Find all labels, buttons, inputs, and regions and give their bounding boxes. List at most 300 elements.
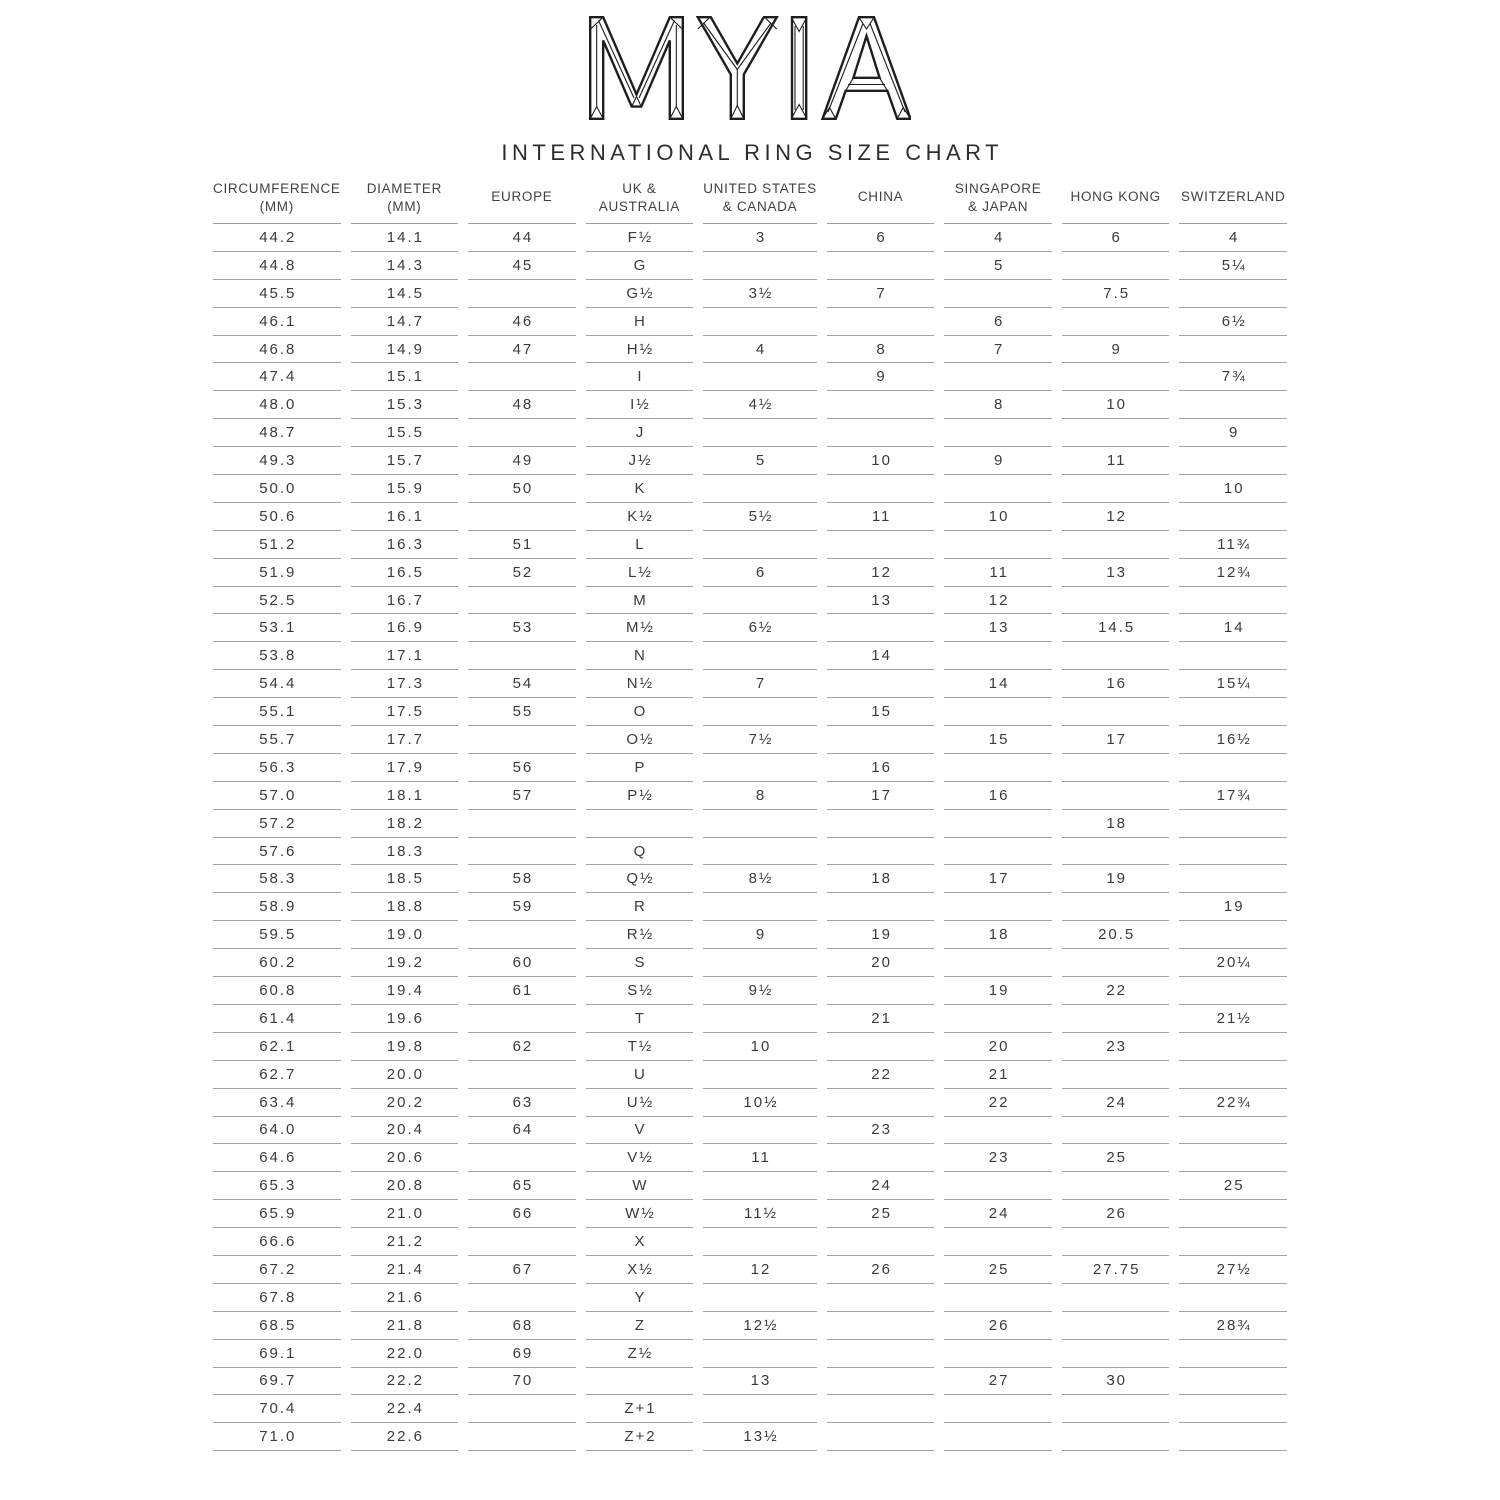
size-cell-diameter-mm: 14.3 bbox=[351, 252, 459, 280]
size-cell-europe bbox=[468, 363, 576, 391]
size-cell-switzerland bbox=[1179, 865, 1287, 893]
size-cell-hong-kong bbox=[1062, 1395, 1170, 1423]
size-cell-china: 17 bbox=[827, 782, 935, 810]
myia-logo bbox=[589, 16, 911, 120]
size-cell-uk-australia: V bbox=[586, 1117, 694, 1145]
size-cell-hong-kong bbox=[1062, 252, 1170, 280]
size-cell-switzerland bbox=[1179, 977, 1287, 1005]
size-cell-china bbox=[827, 1368, 935, 1396]
size-cell-singapore-japan bbox=[944, 698, 1052, 726]
size-cell-europe: 48 bbox=[468, 391, 576, 419]
size-cell-singapore-japan bbox=[944, 1117, 1052, 1145]
size-cell-europe: 60 bbox=[468, 949, 576, 977]
size-cell-circumference-mm: 51.2 bbox=[213, 531, 341, 559]
size-cell-diameter-mm: 18.1 bbox=[351, 782, 459, 810]
size-cell-hong-kong: 23 bbox=[1062, 1033, 1170, 1061]
size-cell-hong-kong bbox=[1062, 363, 1170, 391]
size-cell-switzerland: 22¾ bbox=[1179, 1089, 1287, 1117]
size-cell-uk-australia: L bbox=[586, 531, 694, 559]
size-cell-china: 26 bbox=[827, 1256, 935, 1284]
size-cell-europe bbox=[468, 921, 576, 949]
size-cell-us-canada bbox=[703, 1340, 817, 1368]
size-cell-us-canada: 13½ bbox=[703, 1423, 817, 1451]
size-cell-hong-kong: 20.5 bbox=[1062, 921, 1170, 949]
size-cell-circumference-mm: 50.6 bbox=[213, 503, 341, 531]
size-cell-us-canada bbox=[703, 1228, 817, 1256]
size-cell-uk-australia: X bbox=[586, 1228, 694, 1256]
size-cell-singapore-japan: 21 bbox=[944, 1061, 1052, 1089]
size-cell-uk-australia bbox=[586, 1368, 694, 1396]
size-cell-us-canada: 4½ bbox=[703, 391, 817, 419]
size-cell-china: 18 bbox=[827, 865, 935, 893]
size-cell-uk-australia: Q bbox=[586, 838, 694, 866]
size-cell-china bbox=[827, 1395, 935, 1423]
size-cell-uk-australia: Z+2 bbox=[586, 1423, 694, 1451]
size-cell-europe bbox=[468, 1228, 576, 1256]
size-cell-hong-kong bbox=[1062, 1284, 1170, 1312]
size-cell-circumference-mm: 58.9 bbox=[213, 893, 341, 921]
size-cell-circumference-mm: 64.6 bbox=[213, 1144, 341, 1172]
size-cell-europe bbox=[468, 1284, 576, 1312]
size-cell-switzerland bbox=[1179, 336, 1287, 364]
size-cell-switzerland: 27½ bbox=[1179, 1256, 1287, 1284]
size-cell-circumference-mm: 56.3 bbox=[213, 754, 341, 782]
size-cell-china bbox=[827, 419, 935, 447]
size-cell-singapore-japan: 20 bbox=[944, 1033, 1052, 1061]
size-cell-singapore-japan: 7 bbox=[944, 336, 1052, 364]
size-cell-uk-australia: Z½ bbox=[586, 1340, 694, 1368]
size-cell-singapore-japan bbox=[944, 1005, 1052, 1033]
size-cell-hong-kong bbox=[1062, 1172, 1170, 1200]
size-cell-diameter-mm: 20.2 bbox=[351, 1089, 459, 1117]
size-cell-diameter-mm: 15.5 bbox=[351, 419, 459, 447]
size-cell-china: 10 bbox=[827, 447, 935, 475]
size-cell-us-canada: 10 bbox=[703, 1033, 817, 1061]
size-cell-china bbox=[827, 1340, 935, 1368]
size-cell-uk-australia: U bbox=[586, 1061, 694, 1089]
size-cell-circumference-mm: 62.7 bbox=[213, 1061, 341, 1089]
size-cell-china bbox=[827, 726, 935, 754]
size-cell-diameter-mm: 16.3 bbox=[351, 531, 459, 559]
size-cell-hong-kong: 19 bbox=[1062, 865, 1170, 893]
size-cell-diameter-mm: 18.5 bbox=[351, 865, 459, 893]
size-cell-hong-kong: 11 bbox=[1062, 447, 1170, 475]
size-cell-europe: 61 bbox=[468, 977, 576, 1005]
size-cell-switzerland: 6½ bbox=[1179, 308, 1287, 336]
size-cell-hong-kong: 12 bbox=[1062, 503, 1170, 531]
size-cell-switzerland bbox=[1179, 1200, 1287, 1228]
size-cell-singapore-japan: 9 bbox=[944, 447, 1052, 475]
size-cell-uk-australia: N bbox=[586, 642, 694, 670]
size-cell-us-canada: 9 bbox=[703, 921, 817, 949]
size-cell-hong-kong bbox=[1062, 698, 1170, 726]
size-cell-us-canada: 3 bbox=[703, 224, 817, 252]
size-cell-hong-kong: 25 bbox=[1062, 1144, 1170, 1172]
column-header-hong-kong: HONG KONG bbox=[1062, 184, 1170, 224]
size-cell-circumference-mm: 55.1 bbox=[213, 698, 341, 726]
size-cell-us-canada bbox=[703, 419, 817, 447]
size-cell-europe: 46 bbox=[468, 308, 576, 336]
size-cell-china bbox=[827, 838, 935, 866]
size-cell-switzerland bbox=[1179, 447, 1287, 475]
size-cell-uk-australia: P bbox=[586, 754, 694, 782]
size-cell-diameter-mm: 22.6 bbox=[351, 1423, 459, 1451]
size-cell-us-canada: 5 bbox=[703, 447, 817, 475]
size-cell-europe bbox=[468, 1061, 576, 1089]
size-cell-china: 11 bbox=[827, 503, 935, 531]
size-cell-switzerland bbox=[1179, 1117, 1287, 1145]
size-cell-singapore-japan: 13 bbox=[944, 614, 1052, 642]
size-cell-switzerland bbox=[1179, 391, 1287, 419]
size-cell-uk-australia: O½ bbox=[586, 726, 694, 754]
size-cell-circumference-mm: 53.8 bbox=[213, 642, 341, 670]
size-cell-uk-australia: L½ bbox=[586, 559, 694, 587]
size-cell-europe: 64 bbox=[468, 1117, 576, 1145]
size-cell-singapore-japan: 18 bbox=[944, 921, 1052, 949]
size-cell-us-canada: 13 bbox=[703, 1368, 817, 1396]
size-cell-us-canada: 7½ bbox=[703, 726, 817, 754]
size-cell-europe bbox=[468, 419, 576, 447]
size-cell-uk-australia: G½ bbox=[586, 280, 694, 308]
size-cell-uk-australia: M bbox=[586, 587, 694, 615]
size-cell-switzerland bbox=[1179, 1144, 1287, 1172]
size-cell-uk-australia: Y bbox=[586, 1284, 694, 1312]
size-cell-circumference-mm: 63.4 bbox=[213, 1089, 341, 1117]
size-cell-hong-kong: 18 bbox=[1062, 810, 1170, 838]
size-cell-diameter-mm: 15.1 bbox=[351, 363, 459, 391]
size-cell-diameter-mm: 17.1 bbox=[351, 642, 459, 670]
size-cell-circumference-mm: 68.5 bbox=[213, 1312, 341, 1340]
size-cell-europe: 45 bbox=[468, 252, 576, 280]
size-cell-singapore-japan: 15 bbox=[944, 726, 1052, 754]
size-cell-singapore-japan: 22 bbox=[944, 1089, 1052, 1117]
size-cell-china bbox=[827, 1423, 935, 1451]
size-cell-uk-australia: J½ bbox=[586, 447, 694, 475]
size-cell-hong-kong bbox=[1062, 1340, 1170, 1368]
size-cell-switzerland: 9 bbox=[1179, 419, 1287, 447]
size-cell-china bbox=[827, 531, 935, 559]
size-cell-diameter-mm: 17.9 bbox=[351, 754, 459, 782]
size-cell-switzerland bbox=[1179, 1340, 1287, 1368]
size-cell-uk-australia: T bbox=[586, 1005, 694, 1033]
size-cell-diameter-mm: 14.5 bbox=[351, 280, 459, 308]
size-cell-singapore-japan: 17 bbox=[944, 865, 1052, 893]
size-cell-singapore-japan: 12 bbox=[944, 587, 1052, 615]
size-cell-circumference-mm: 67.8 bbox=[213, 1284, 341, 1312]
logo-letter-a bbox=[823, 17, 911, 119]
size-cell-europe: 66 bbox=[468, 1200, 576, 1228]
size-cell-singapore-japan bbox=[944, 419, 1052, 447]
size-cell-circumference-mm: 61.4 bbox=[213, 1005, 341, 1033]
size-cell-circumference-mm: 58.3 bbox=[213, 865, 341, 893]
size-cell-singapore-japan bbox=[944, 949, 1052, 977]
size-cell-europe: 68 bbox=[468, 1312, 576, 1340]
size-cell-europe: 55 bbox=[468, 698, 576, 726]
size-cell-diameter-mm: 16.1 bbox=[351, 503, 459, 531]
size-cell-switzerland bbox=[1179, 1368, 1287, 1396]
size-cell-switzerland bbox=[1179, 1228, 1287, 1256]
size-cell-hong-kong bbox=[1062, 308, 1170, 336]
size-cell-china bbox=[827, 1312, 935, 1340]
size-cell-diameter-mm: 21.8 bbox=[351, 1312, 459, 1340]
size-cell-diameter-mm: 17.3 bbox=[351, 670, 459, 698]
size-cell-singapore-japan: 25 bbox=[944, 1256, 1052, 1284]
column-header-singapore-japan: SINGAPORE & JAPAN bbox=[944, 184, 1052, 224]
size-cell-circumference-mm: 53.1 bbox=[213, 614, 341, 642]
size-cell-europe: 44 bbox=[468, 224, 576, 252]
size-cell-diameter-mm: 14.1 bbox=[351, 224, 459, 252]
size-cell-singapore-japan: 27 bbox=[944, 1368, 1052, 1396]
size-cell-china bbox=[827, 614, 935, 642]
size-cell-uk-australia: R½ bbox=[586, 921, 694, 949]
size-cell-switzerland: 21½ bbox=[1179, 1005, 1287, 1033]
size-cell-uk-australia: N½ bbox=[586, 670, 694, 698]
size-cell-circumference-mm: 70.4 bbox=[213, 1395, 341, 1423]
size-cell-us-canada bbox=[703, 949, 817, 977]
size-cell-us-canada bbox=[703, 754, 817, 782]
size-cell-hong-kong bbox=[1062, 1005, 1170, 1033]
size-cell-uk-australia: O bbox=[586, 698, 694, 726]
size-cell-switzerland bbox=[1179, 810, 1287, 838]
size-cell-us-canada: 8 bbox=[703, 782, 817, 810]
size-cell-uk-australia: I bbox=[586, 363, 694, 391]
size-cell-europe bbox=[468, 1005, 576, 1033]
size-cell-uk-australia: Q½ bbox=[586, 865, 694, 893]
size-cell-diameter-mm: 20.4 bbox=[351, 1117, 459, 1145]
size-cell-switzerland: 17¾ bbox=[1179, 782, 1287, 810]
chart-title: INTERNATIONAL RING SIZE CHART bbox=[501, 140, 1004, 165]
size-cell-hong-kong bbox=[1062, 531, 1170, 559]
size-cell-singapore-japan bbox=[944, 363, 1052, 391]
size-cell-circumference-mm: 52.5 bbox=[213, 587, 341, 615]
column-header-us-canada: UNITED STATES & CANADA bbox=[703, 184, 817, 224]
size-cell-uk-australia: R bbox=[586, 893, 694, 921]
size-cell-circumference-mm: 65.9 bbox=[213, 1200, 341, 1228]
size-cell-europe bbox=[468, 726, 576, 754]
size-cell-switzerland: 7¾ bbox=[1179, 363, 1287, 391]
size-cell-diameter-mm: 21.6 bbox=[351, 1284, 459, 1312]
size-cell-china bbox=[827, 670, 935, 698]
size-cell-switzerland: 5¼ bbox=[1179, 252, 1287, 280]
size-cell-china: 24 bbox=[827, 1172, 935, 1200]
size-cell-europe: 50 bbox=[468, 475, 576, 503]
size-cell-uk-australia: K½ bbox=[586, 503, 694, 531]
size-cell-uk-australia: P½ bbox=[586, 782, 694, 810]
size-cell-china bbox=[827, 893, 935, 921]
size-cell-europe bbox=[468, 642, 576, 670]
size-cell-switzerland bbox=[1179, 838, 1287, 866]
column-header-diameter-mm: DIAMETER (MM) bbox=[351, 184, 459, 224]
size-cell-diameter-mm: 22.4 bbox=[351, 1395, 459, 1423]
size-cell-china bbox=[827, 475, 935, 503]
size-cell-circumference-mm: 62.1 bbox=[213, 1033, 341, 1061]
size-cell-europe: 47 bbox=[468, 336, 576, 364]
size-cell-singapore-japan: 11 bbox=[944, 559, 1052, 587]
size-cell-us-canada: 5½ bbox=[703, 503, 817, 531]
size-cell-circumference-mm: 60.2 bbox=[213, 949, 341, 977]
size-cell-hong-kong: 10 bbox=[1062, 391, 1170, 419]
size-cell-uk-australia: W bbox=[586, 1172, 694, 1200]
size-cell-europe: 49 bbox=[468, 447, 576, 475]
size-cell-singapore-japan bbox=[944, 1395, 1052, 1423]
column-header-china: CHINA bbox=[827, 184, 935, 224]
size-cell-circumference-mm: 65.3 bbox=[213, 1172, 341, 1200]
size-cell-hong-kong bbox=[1062, 1312, 1170, 1340]
size-cell-diameter-mm: 21.0 bbox=[351, 1200, 459, 1228]
size-cell-hong-kong bbox=[1062, 754, 1170, 782]
size-cell-europe bbox=[468, 503, 576, 531]
size-cell-us-canada: 9½ bbox=[703, 977, 817, 1005]
size-cell-diameter-mm: 20.6 bbox=[351, 1144, 459, 1172]
size-cell-us-canada: 6 bbox=[703, 559, 817, 587]
size-cell-circumference-mm: 57.0 bbox=[213, 782, 341, 810]
size-cell-switzerland bbox=[1179, 587, 1287, 615]
size-cell-diameter-mm: 20.0 bbox=[351, 1061, 459, 1089]
size-cell-europe: 52 bbox=[468, 559, 576, 587]
size-cell-europe bbox=[468, 587, 576, 615]
size-cell-hong-kong bbox=[1062, 893, 1170, 921]
size-cell-china: 12 bbox=[827, 559, 935, 587]
size-cell-us-canada bbox=[703, 1172, 817, 1200]
size-cell-hong-kong: 17 bbox=[1062, 726, 1170, 754]
size-cell-circumference-mm: 71.0 bbox=[213, 1423, 341, 1451]
size-cell-switzerland bbox=[1179, 1284, 1287, 1312]
size-cell-europe: 51 bbox=[468, 531, 576, 559]
size-cell-us-canada bbox=[703, 1284, 817, 1312]
size-cell-china: 20 bbox=[827, 949, 935, 977]
size-cell-diameter-mm: 19.6 bbox=[351, 1005, 459, 1033]
ring-size-table bbox=[208, 181, 1292, 1451]
size-cell-us-canada: 6½ bbox=[703, 614, 817, 642]
size-cell-europe: 69 bbox=[468, 1340, 576, 1368]
size-cell-circumference-mm: 64.0 bbox=[213, 1117, 341, 1145]
size-cell-switzerland: 14 bbox=[1179, 614, 1287, 642]
size-cell-singapore-japan bbox=[944, 280, 1052, 308]
size-cell-switzerland bbox=[1179, 280, 1287, 308]
size-cell-circumference-mm: 49.3 bbox=[213, 447, 341, 475]
size-cell-circumference-mm: 69.1 bbox=[213, 1340, 341, 1368]
size-cell-china bbox=[827, 1284, 935, 1312]
size-cell-china bbox=[827, 1033, 935, 1061]
logo-letter-i bbox=[792, 17, 806, 119]
size-cell-hong-kong: 27.75 bbox=[1062, 1256, 1170, 1284]
size-cell-switzerland: 15¼ bbox=[1179, 670, 1287, 698]
size-cell-switzerland bbox=[1179, 1423, 1287, 1451]
size-cell-uk-australia: H bbox=[586, 308, 694, 336]
logo-letter-y bbox=[698, 17, 777, 119]
size-cell-china bbox=[827, 1144, 935, 1172]
size-cell-diameter-mm: 19.0 bbox=[351, 921, 459, 949]
size-cell-hong-kong bbox=[1062, 1061, 1170, 1089]
size-cell-singapore-japan bbox=[944, 838, 1052, 866]
size-cell-diameter-mm: 18.8 bbox=[351, 893, 459, 921]
size-cell-circumference-mm: 67.2 bbox=[213, 1256, 341, 1284]
size-cell-hong-kong: 7.5 bbox=[1062, 280, 1170, 308]
size-cell-us-canada bbox=[703, 1395, 817, 1423]
size-cell-europe: 59 bbox=[468, 893, 576, 921]
size-cell-uk-australia: X½ bbox=[586, 1256, 694, 1284]
size-cell-china bbox=[827, 391, 935, 419]
size-cell-us-canada: 12½ bbox=[703, 1312, 817, 1340]
size-cell-hong-kong bbox=[1062, 1228, 1170, 1256]
size-cell-hong-kong: 6 bbox=[1062, 224, 1170, 252]
size-cell-hong-kong bbox=[1062, 475, 1170, 503]
size-cell-singapore-japan: 16 bbox=[944, 782, 1052, 810]
size-cell-uk-australia: Z bbox=[586, 1312, 694, 1340]
size-cell-europe: 70 bbox=[468, 1368, 576, 1396]
size-cell-us-canada bbox=[703, 642, 817, 670]
size-cell-diameter-mm: 19.4 bbox=[351, 977, 459, 1005]
size-cell-singapore-japan bbox=[944, 810, 1052, 838]
size-cell-hong-kong: 9 bbox=[1062, 336, 1170, 364]
size-cell-hong-kong bbox=[1062, 419, 1170, 447]
myia-logo-graphic bbox=[589, 16, 911, 120]
size-cell-uk-australia: G bbox=[586, 252, 694, 280]
size-cell-diameter-mm: 17.5 bbox=[351, 698, 459, 726]
size-cell-singapore-japan: 6 bbox=[944, 308, 1052, 336]
size-cell-uk-australia: M½ bbox=[586, 614, 694, 642]
size-cell-diameter-mm: 16.9 bbox=[351, 614, 459, 642]
size-cell-diameter-mm: 17.7 bbox=[351, 726, 459, 754]
size-cell-hong-kong bbox=[1062, 642, 1170, 670]
size-cell-us-canada: 4 bbox=[703, 336, 817, 364]
size-cell-us-canada: 11 bbox=[703, 1144, 817, 1172]
size-cell-uk-australia: T½ bbox=[586, 1033, 694, 1061]
size-cell-singapore-japan: 23 bbox=[944, 1144, 1052, 1172]
size-cell-china: 15 bbox=[827, 698, 935, 726]
size-cell-hong-kong: 22 bbox=[1062, 977, 1170, 1005]
size-cell-us-canada: 8½ bbox=[703, 865, 817, 893]
size-cell-us-canada bbox=[703, 531, 817, 559]
size-cell-circumference-mm: 57.6 bbox=[213, 838, 341, 866]
size-cell-singapore-japan bbox=[944, 531, 1052, 559]
size-cell-uk-australia: K bbox=[586, 475, 694, 503]
size-cell-diameter-mm: 19.8 bbox=[351, 1033, 459, 1061]
size-cell-europe: 67 bbox=[468, 1256, 576, 1284]
size-cell-diameter-mm: 18.2 bbox=[351, 810, 459, 838]
size-cell-china: 25 bbox=[827, 1200, 935, 1228]
size-cell-hong-kong bbox=[1062, 949, 1170, 977]
size-cell-diameter-mm: 20.8 bbox=[351, 1172, 459, 1200]
size-cell-uk-australia: V½ bbox=[586, 1144, 694, 1172]
size-cell-us-canada: 3½ bbox=[703, 280, 817, 308]
size-cell-switzerland bbox=[1179, 642, 1287, 670]
size-cell-diameter-mm: 16.7 bbox=[351, 587, 459, 615]
size-cell-singapore-japan: 4 bbox=[944, 224, 1052, 252]
size-cell-circumference-mm: 45.5 bbox=[213, 280, 341, 308]
size-cell-diameter-mm: 19.2 bbox=[351, 949, 459, 977]
size-cell-circumference-mm: 47.4 bbox=[213, 363, 341, 391]
size-cell-singapore-japan bbox=[944, 475, 1052, 503]
size-cell-us-canada: 7 bbox=[703, 670, 817, 698]
size-cell-singapore-japan bbox=[944, 1340, 1052, 1368]
size-cell-us-canada bbox=[703, 1117, 817, 1145]
size-cell-uk-australia: S bbox=[586, 949, 694, 977]
column-header-uk-australia: UK & AUSTRALIA bbox=[586, 184, 694, 224]
size-cell-uk-australia bbox=[586, 810, 694, 838]
size-cell-hong-kong bbox=[1062, 587, 1170, 615]
size-cell-singapore-japan bbox=[944, 1172, 1052, 1200]
size-cell-china bbox=[827, 1228, 935, 1256]
size-cell-diameter-mm: 22.2 bbox=[351, 1368, 459, 1396]
size-cell-europe: 54 bbox=[468, 670, 576, 698]
column-header-europe: EUROPE bbox=[468, 184, 576, 224]
size-cell-us-canada: 11½ bbox=[703, 1200, 817, 1228]
size-cell-circumference-mm: 69.7 bbox=[213, 1368, 341, 1396]
size-cell-circumference-mm: 59.5 bbox=[213, 921, 341, 949]
size-cell-singapore-japan bbox=[944, 1228, 1052, 1256]
size-cell-us-canada bbox=[703, 1005, 817, 1033]
